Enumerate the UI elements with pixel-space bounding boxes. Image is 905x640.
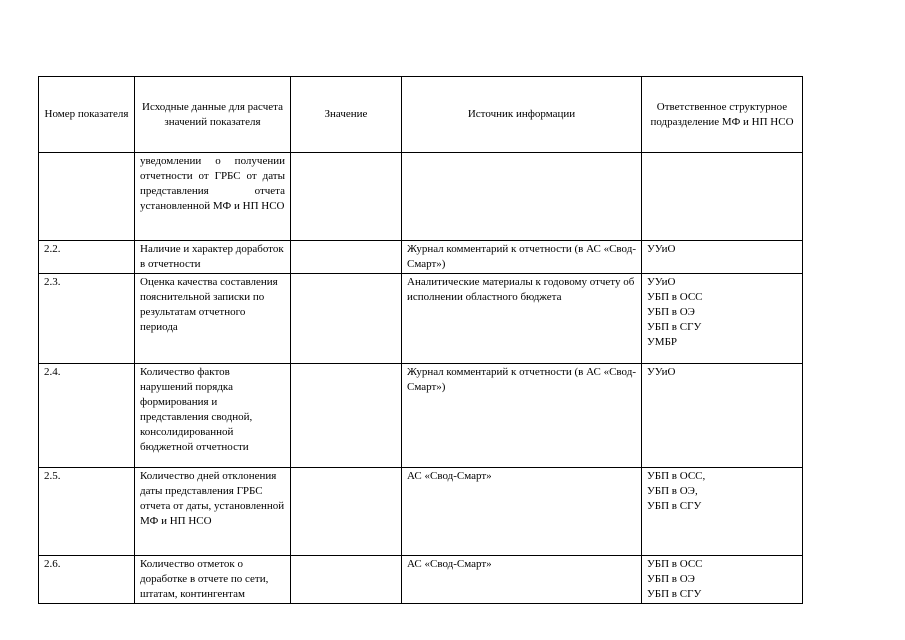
row-info-source: Журнал комментарий к отчетности (в АС «Свод-Смарт») — [402, 364, 642, 468]
responsible-unit: УУиО — [647, 366, 676, 378]
responsible-unit: УБП в ОСС — [647, 291, 703, 303]
responsible-unit: УБП в СГУ — [647, 321, 702, 333]
row-number: 2.5. — [39, 468, 135, 556]
row-responsible — [642, 274, 803, 364]
row-value — [291, 153, 402, 241]
row-number: 2.6. — [39, 556, 135, 604]
row-value — [291, 556, 402, 604]
row-value — [291, 468, 402, 556]
row-source-data: Наличие и характер доработок в отчетности — [135, 241, 291, 274]
header-info-source: Источник информации — [402, 77, 642, 153]
table-row — [39, 364, 803, 468]
row-value — [291, 364, 402, 468]
responsible-unit: УУиО — [647, 243, 676, 255]
table-row — [39, 153, 803, 241]
row-source-data: Количество фактов нарушений порядка формирования и представления сводной, консолидированной бюджетной отчетности — [135, 364, 291, 468]
row-source-data: Количество дней отклонения даты представления ГРБС отчета от даты, установленной МФ и НП НСО — [135, 468, 291, 556]
row-info-source: АС «Свод-Смарт» — [402, 468, 642, 556]
responsible-unit: УБП в ОЭ — [647, 573, 695, 585]
table-row — [39, 241, 803, 274]
row-responsible — [642, 556, 803, 604]
table-row — [39, 468, 803, 556]
header-responsible: Ответственное структурное подразделение МФ и НП НСО — [642, 77, 803, 153]
indicators-table — [38, 76, 803, 604]
header-source-data: Исходные данные для расчета значений показателя — [135, 77, 291, 153]
responsible-unit: УУиО — [647, 276, 676, 288]
responsible-unit: УБП в ОСС — [647, 558, 703, 570]
header-number: Номер показателя — [39, 77, 135, 153]
responsible-unit: УБП в ОЭ, — [647, 485, 698, 497]
row-responsible — [642, 241, 803, 274]
row-source-data: уведомлении о получении отчетности от ГРБС от даты представления отчета установленной МФ и НП НСО — [135, 153, 291, 241]
responsible-unit: УБП в ОЭ — [647, 306, 695, 318]
responsible-unit: УМБР — [647, 336, 678, 348]
row-info-source: Аналитические материалы к годовому отчету об исполнении областного бюджета — [402, 274, 642, 364]
row-value — [291, 274, 402, 364]
row-number — [39, 153, 135, 241]
table-row — [39, 556, 803, 604]
row-responsible — [642, 364, 803, 468]
row-source-data: Количество отметок о доработке в отчете по сети, штатам, контингентам — [135, 556, 291, 604]
row-value — [291, 241, 402, 274]
row-info-source: АС «Свод-Смарт» — [402, 556, 642, 604]
row-info-source: Журнал комментарий к отчетности (в АС «Свод-Смарт») — [402, 241, 642, 274]
table-row — [39, 274, 803, 364]
row-responsible — [642, 468, 803, 556]
row-number: 2.4. — [39, 364, 135, 468]
row-info-source — [402, 153, 642, 241]
row-number: 2.3. — [39, 274, 135, 364]
responsible-unit: УБП в ОСС, — [647, 470, 706, 482]
responsible-unit: УБП в СГУ — [647, 500, 702, 512]
header-value: Значение — [291, 77, 402, 153]
responsible-unit: УБП в СГУ — [647, 588, 702, 600]
row-responsible — [642, 153, 803, 241]
row-number: 2.2. — [39, 241, 135, 274]
table-header-row — [39, 77, 803, 153]
row-source-data: Оценка качества составления пояснительной записки по результатам отчетного периода — [135, 274, 291, 364]
